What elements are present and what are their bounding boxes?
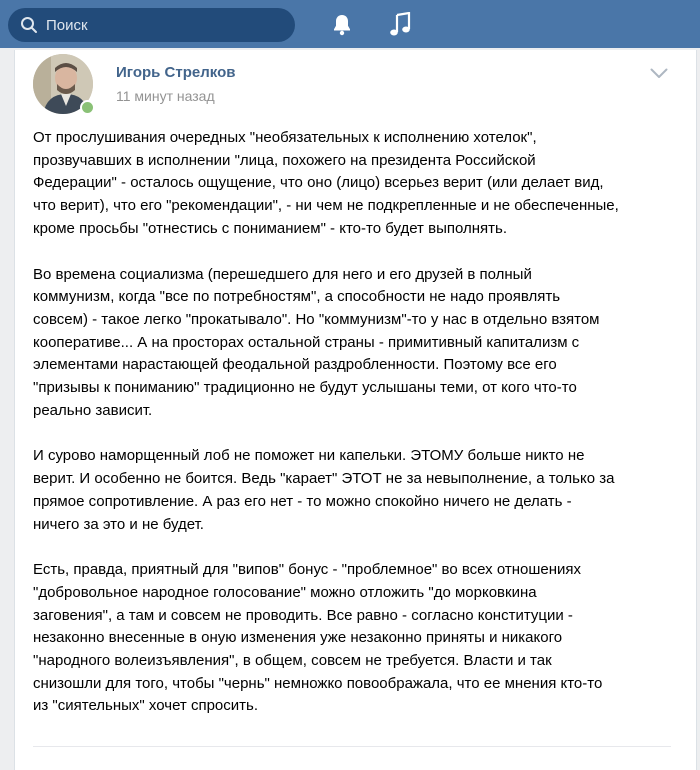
online-indicator: [80, 100, 95, 115]
post-time[interactable]: 11 минут назад: [116, 88, 215, 104]
post-text: [33, 127, 673, 741]
search-input[interactable]: [44, 16, 278, 35]
post-divider: [33, 746, 671, 747]
post-paragraph: Есть, правда, приятный для "випов" бонус - "проблемное" во всех отношениях "добровольное народное голосование" можно отложить "до морковкина заговения", а там и совсем не проводить. Все равно - согласно конституции - незаконно внесенные в оную изменения уже незаконно приняты и никакого "народного волеизъявления", в общем, совсем не требуется. Власти и так снизошли для того, чтобы "чернь" немножко повоображала, что ее мнения кто-то из "сиятельных" хочет спросить.: [33, 561, 603, 715]
top-bar: [0, 0, 700, 48]
post-paragraph: И сурово наморщенный лоб не поможет ни капельки. ЭТОМУ больше никто не верит. И особенно не боится. Ведь "карает" ЭТОТ не за невыполнение, а только за прямое сопротивление. А раз его нет - то можно спокойно ничего не делать - ничего за это и не будет.: [33, 447, 615, 533]
post-paragraph: От прослушивания очередных "необязательных к исполнению хотелок", прозвучавших в исполнении "лица, похожего на президента Российской Федерации" - осталось ощущение, что оно (лицо) всерьез верит (или делает вид, что верит), что его "рекомендации", - ни чем не подкрепленные и не обеспеченные, кроме просьбы "отнестись с пониманием" - кто-то будет выполнять.: [33, 129, 619, 237]
chevron-down-icon[interactable]: [650, 68, 668, 79]
post-paragraph: Во времена социализма (перешедшего для него и его друзей в полный коммунизм, когда "все по потребностям", а способности не надо проявлять совсем) - такое легко "прокатывало". Но "коммунизм"-то у нас в отдельно взятом кооперативе... А на просторах остальной страны - примитивный капитализм с элементами нарастающей феодальной раздробленности. Поэтому все его "призывы к пониманию" традиционно не будут услышаны теми, от кого что-то реально зависит.: [33, 265, 600, 419]
music-icon[interactable]: [388, 12, 412, 38]
bell-icon[interactable]: [330, 13, 354, 37]
post-author[interactable]: Игорь Стрелков: [116, 64, 236, 81]
search-icon: [20, 16, 38, 34]
search-box[interactable]: [8, 8, 295, 42]
